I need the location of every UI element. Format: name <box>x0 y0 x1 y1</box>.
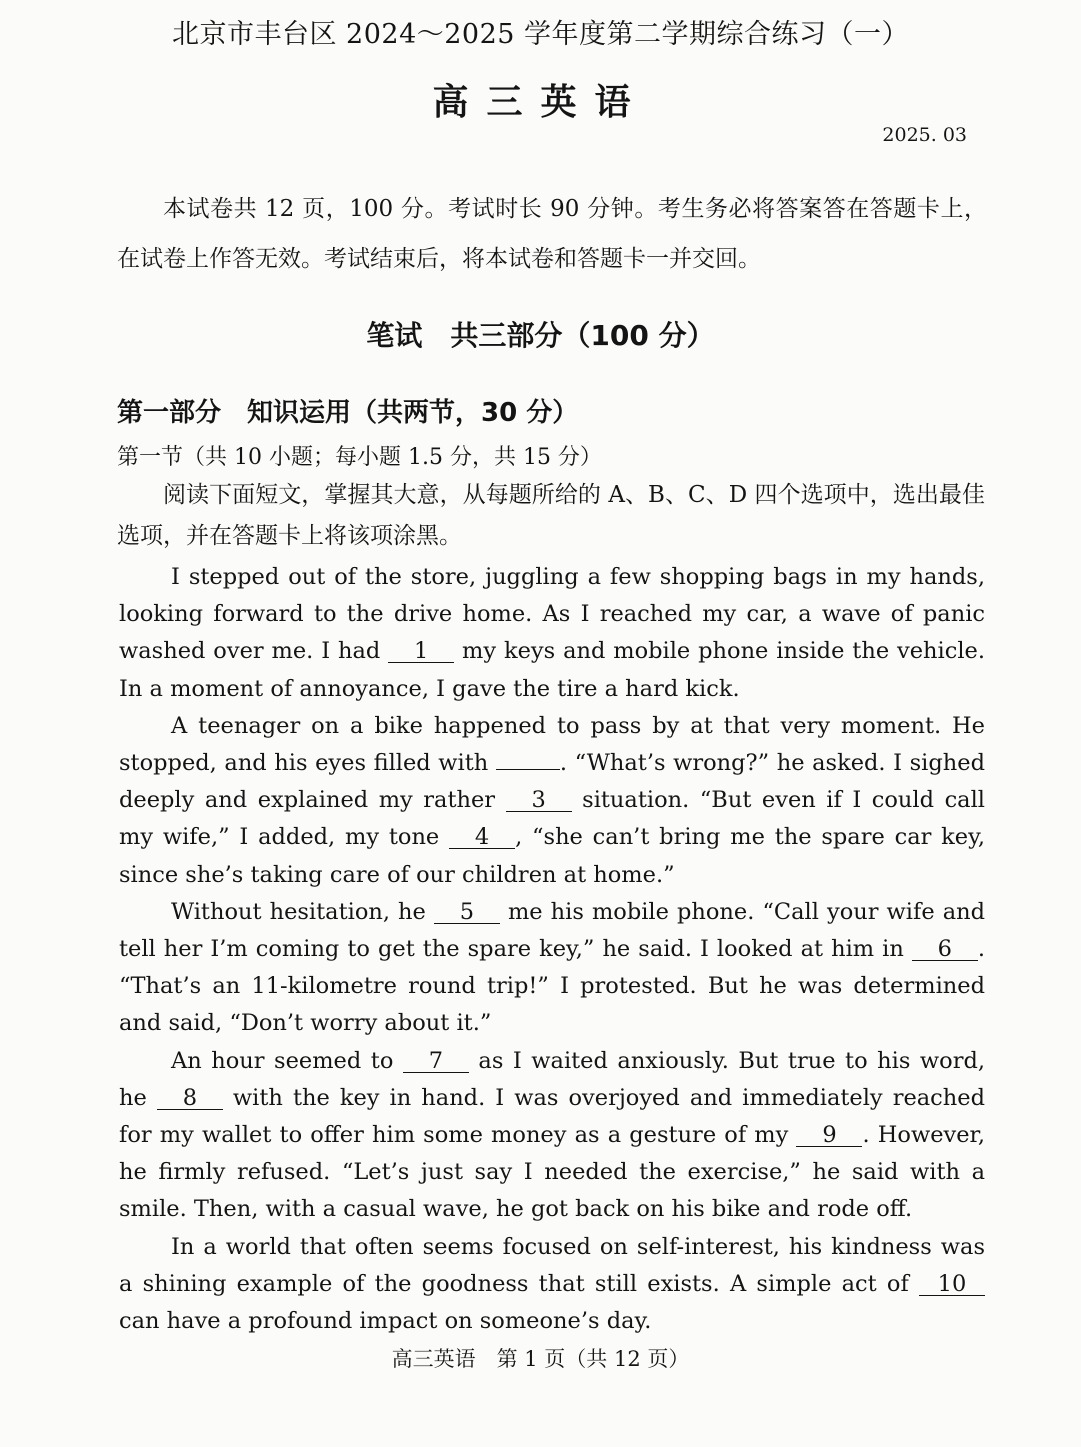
text: , “she can’t bring me the spare car key, since she’s taking care of our children at home.” <box>119 824 985 888</box>
blank-4: 4 <box>449 826 515 849</box>
text: can have a profound impact on someone’s day. <box>119 1308 652 1335</box>
written-section-title: 笔试 共三部分（100 分） <box>366 319 715 352</box>
text: with the key in hand. I was overjoyed and immediately reached for my wallet to offer him some money as a gesture of my <box>119 1084 985 1149</box>
blank-5: 5 <box>434 901 500 924</box>
text: In a world that often seems focused on self-interest, his kindness was a shining example of the goodness that still exists. A simple act of <box>119 1233 985 1297</box>
text: situation. “But even if I could call my wife,” I added, my tone <box>119 787 985 851</box>
blank-8: 8 <box>157 1087 223 1110</box>
text: . “What’s wrong?” he asked. I sighed deeply and explained my rather <box>119 750 985 814</box>
text: me his mobile phone. “Call your wife and tell her I’m coming to get the spare key,” he said. I looked at him in <box>119 898 985 963</box>
paragraph-1 <box>119 559 985 708</box>
blank-1: 1 <box>388 640 454 663</box>
exam-title: 北京市丰台区 2024～2025 学年度第二学期综合练习（一） <box>171 19 910 50</box>
paragraph-4 <box>119 1043 985 1229</box>
text: Without hesitation, he <box>171 898 434 925</box>
blank-2 <box>496 769 560 770</box>
blank-9: 9 <box>796 1124 862 1147</box>
paragraph-3 <box>119 894 985 1043</box>
page-footer: 高三英语 第 1 页（共 12 页） <box>391 1347 690 1371</box>
blank-6: 6 <box>912 938 978 961</box>
text: I stepped out of the store, juggling a few shopping bags in my hands, looking forward to the drive home. As I reached my car, a wave of panic washed over me. I had <box>119 564 985 665</box>
exam-instructions: 本试卷共 12 页，100 分。考试时长 90 分钟。考生务必将答案答在答题卡上，在试卷上作答无效。考试结束后，将本试卷和答题卡一并交回。 <box>117 196 987 272</box>
paragraph-2 <box>119 708 985 894</box>
text: . “That’s an 11-kilometre round trip!” I protested. But he was determined and said, “Don’t worry about it.” <box>119 936 985 1037</box>
text: An hour seemed to <box>171 1047 403 1074</box>
exam-date: 2025. 03 <box>882 124 967 146</box>
text: A teenager on a bike happened to pass by at that very moment. He stopped, and his eyes filled with <box>119 712 985 777</box>
blank-3: 3 <box>506 789 572 812</box>
cloze-passage <box>119 559 985 1340</box>
blank-10: 10 <box>919 1273 985 1296</box>
blank-7: 7 <box>403 1050 469 1073</box>
text: my keys and mobile phone inside the vehicle. In a moment of annoyance, I gave the tire a hard kick. <box>119 638 985 702</box>
text: as I waited anxiously. But true to his word, he <box>119 1047 986 1111</box>
part1-title: 第一部分 知识运用（共两节，30 分） <box>117 398 579 428</box>
paragraph-5 <box>119 1229 985 1341</box>
section1-instruction: 阅读下面短文，掌握其大意，从每题所给的 A、B、C、D 四个选项中，选出最佳选项，并在答题卡上将该项涂黑。 <box>117 482 985 549</box>
section1-title: 第一节（共 10 小题；每小题 1.5 分，共 15 分） <box>117 445 602 470</box>
subject-title: 高三英语 <box>432 82 649 123</box>
text: . However, he firmly refused. “Let’s just say I needed the exercise,” he said with a smile. Then, with a casual wave, he got back on his bike and rode off. <box>119 1122 985 1223</box>
